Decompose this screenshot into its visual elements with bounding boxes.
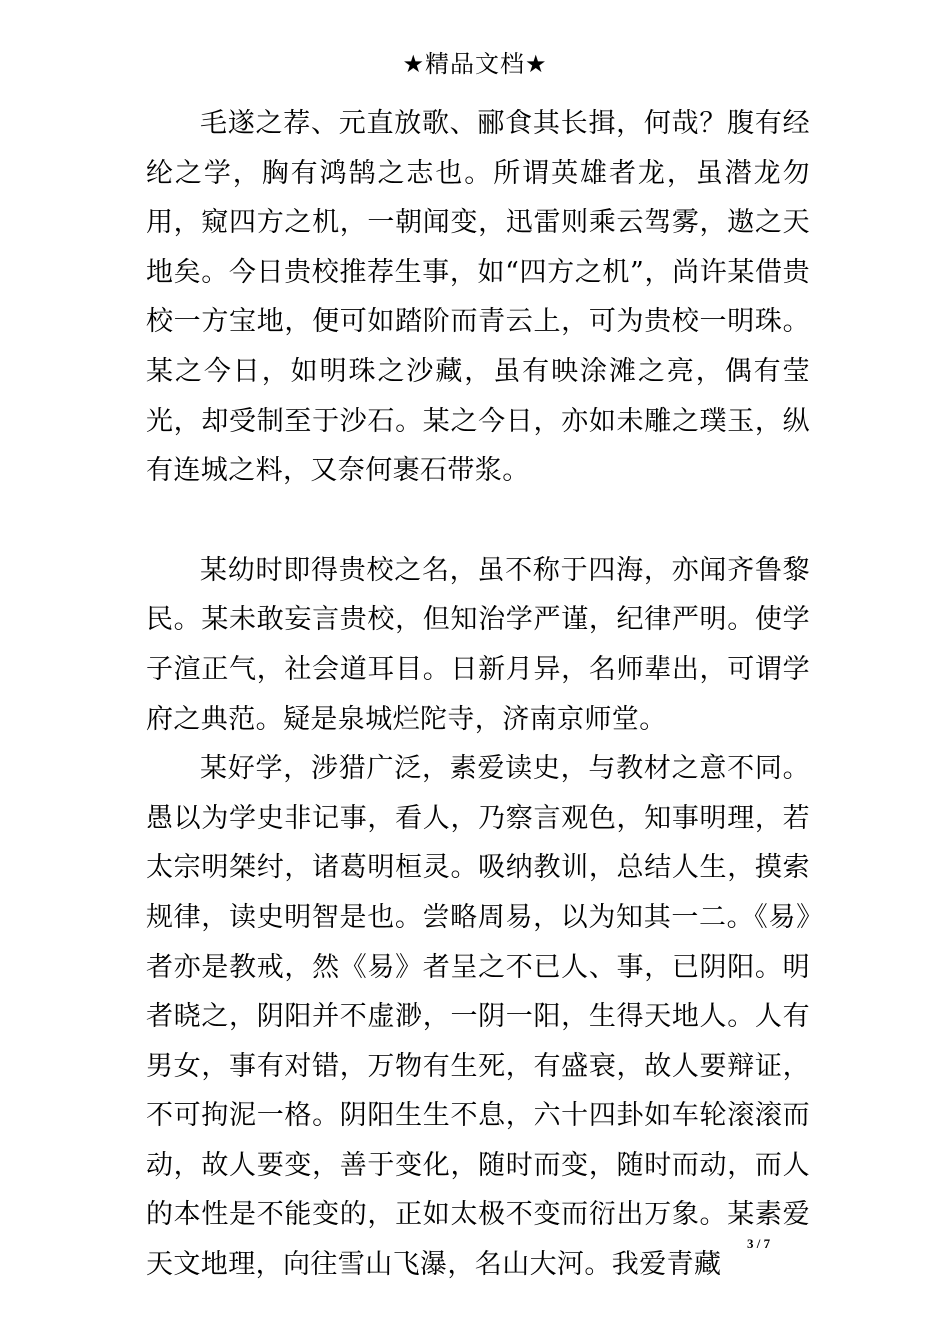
paragraph-1: 毛遂之荐、元直放歌、郦食其长揖，何哉？腹有经纶之学，胸有鸿鹄之志也。所谓英雄者龙，虽潜龙勿用，窥四方之机，一朝闻变，迅雷则乘云驾雾，遨之天地矣。今日贵校推荐生事，如“四方之机”，尚许某借贵校一方宝地，便可如踏阶而青云上，可为贵校一明珠。某之今日，如明珠之沙藏，虽有映涂滩之亮，偶有莹光，却受制至于沙石。某之今日，亦如未雕之璞玉，纵有连城之料，又奈何裹石带浆。 <box>146 108 810 487</box>
paragraph-spacer <box>146 496 810 546</box>
page-number: 3 / 7 <box>747 1236 771 1251</box>
paragraph-3: 某好学，涉猎广泛，素爱读史，与教材之意不同。愚以为学史非记事，看人，乃察言观色，知事明理，若太宗明桀纣，诸葛明桓灵。吸纳教训，总结人生，摸索规律，读史明智是也。尝略周易，以为知其一二。《易》者亦是教戒，然《易》者呈之不已人、事，已阴阳。明者晓之，阴阳并不虚渺，一阴一阳，生得天地人。人有男女，事有对错，万物有生死，有盛衰，故人要辩证，不可拘泥一格。阴阳生生不息，六十四卦如车轮滚滚而动，故人要变，善于变化，随时而变，随时而动，而人的本性是不能变的，正如太极不变而衍出万象。某素爱天文地理，向往雪山飞瀑，名山大河。我爱青藏 <box>146 753 810 1281</box>
document-body <box>146 99 810 1290</box>
paragraph-2: 某幼时即得贵校之名，虽不称于四海，亦闻齐鲁黎民。某未敢妄言贵校，但知治学严谨，纪律严明。使学子渲正气，社会道耳目。日新月异，名师辈出，可谓学府之典范。疑是泉城烂陀寺，济南京师堂。 <box>146 554 810 735</box>
page-header-title: ★精品文档★ <box>402 50 548 78</box>
